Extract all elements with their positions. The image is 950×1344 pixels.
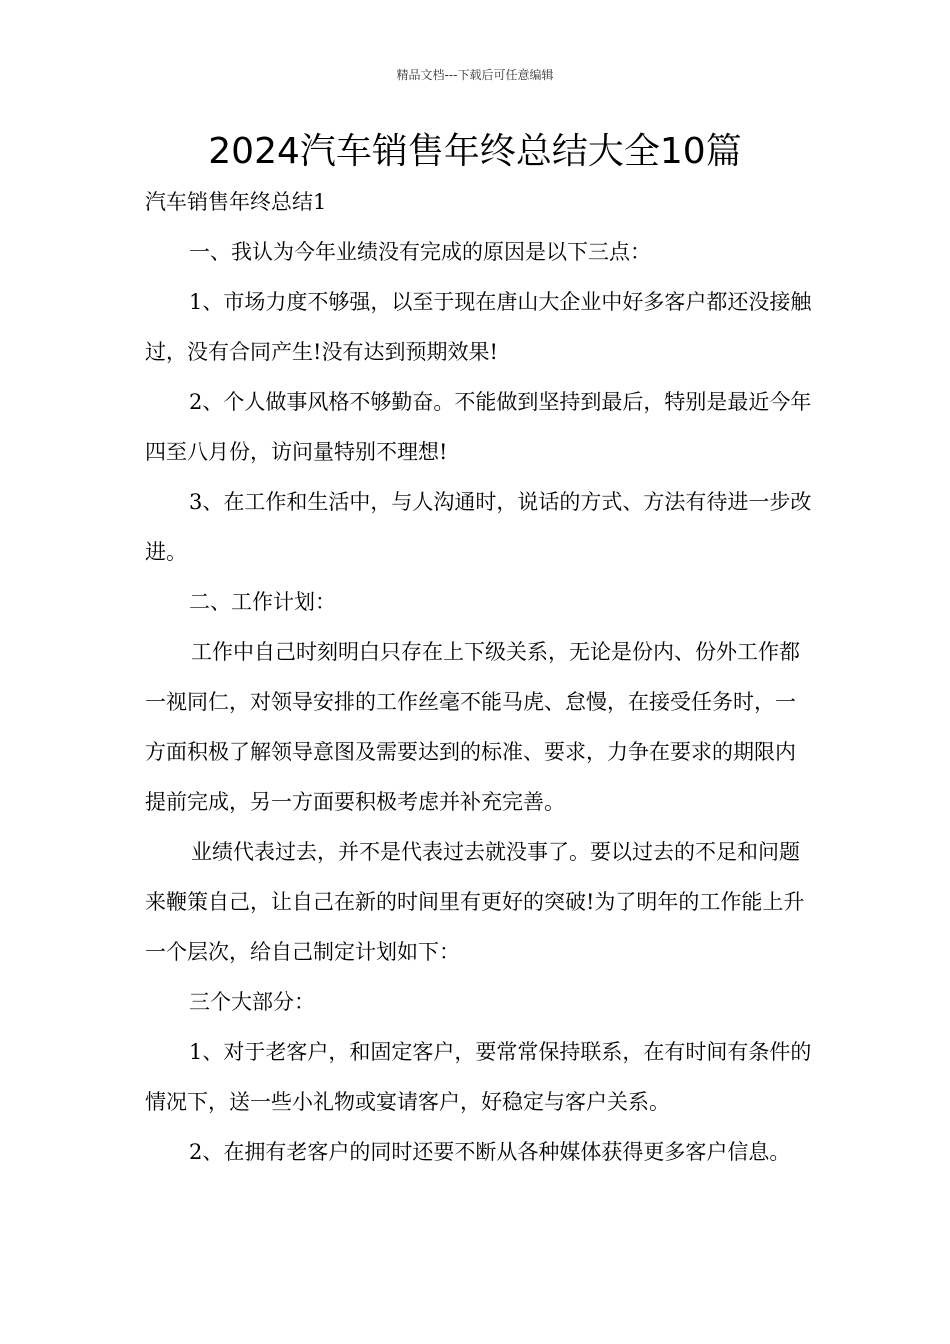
paragraph-1: 一、我认为今年业绩没有完成的原因是以下三点： xyxy=(189,240,651,264)
header-note: 精品文档---下载后可任意编辑 xyxy=(396,68,554,82)
document-title: 2024汽车销售年终总结大全10篇 xyxy=(208,131,742,172)
paragraph-6: 工作中自己时刻明白只存在上下级关系，无论是份内、份外工作都一视同仁，对领导安排的工作丝毫不能马虎、怠慢，在接受任务时，一方面积极了解领导意图及需要达到的标准、要求，力争在要求的期限内提前完成，另一方面要积极考虑并补充完善。 xyxy=(145,640,800,814)
paragraph-8: 三个大部分： xyxy=(189,990,315,1014)
section-heading: 汽车销售年终总结1 xyxy=(145,190,327,214)
paragraph-2: 1、市场力度不够强，以至于现在唐山大企业中好多客户都还没接触过，没有合同产生!没有达到预期效果! xyxy=(145,290,812,364)
paragraph-3: 2、个人做事风格不够勤奋。不能做到坚持到最后，特别是最近今年四至八月份，访问量特别不理想! xyxy=(145,390,812,464)
paragraph-5: 二、工作计划： xyxy=(189,590,336,614)
paragraph-10: 2、在拥有老客户的同时还要不断从各种媒体获得更多客户信息。 xyxy=(189,1140,791,1164)
paragraph-9: 1、对于老客户，和固定客户，要常常保持联系，在有时间有条件的情况下，送一些小礼物或宴请客户，好稳定与客户关系。 xyxy=(145,1040,812,1114)
paragraph-4: 3、在工作和生活中，与人沟通时，说话的方式、方法有待进一步改进。 xyxy=(145,490,812,564)
document-body xyxy=(145,177,815,1177)
paragraph-7: 业绩代表过去，并不是代表过去就没事了。要以过去的不足和问题来鞭策自己，让自己在新的时间里有更好的突破!为了明年的工作能上升一个层次，给自己制定计划如下： xyxy=(145,840,805,964)
